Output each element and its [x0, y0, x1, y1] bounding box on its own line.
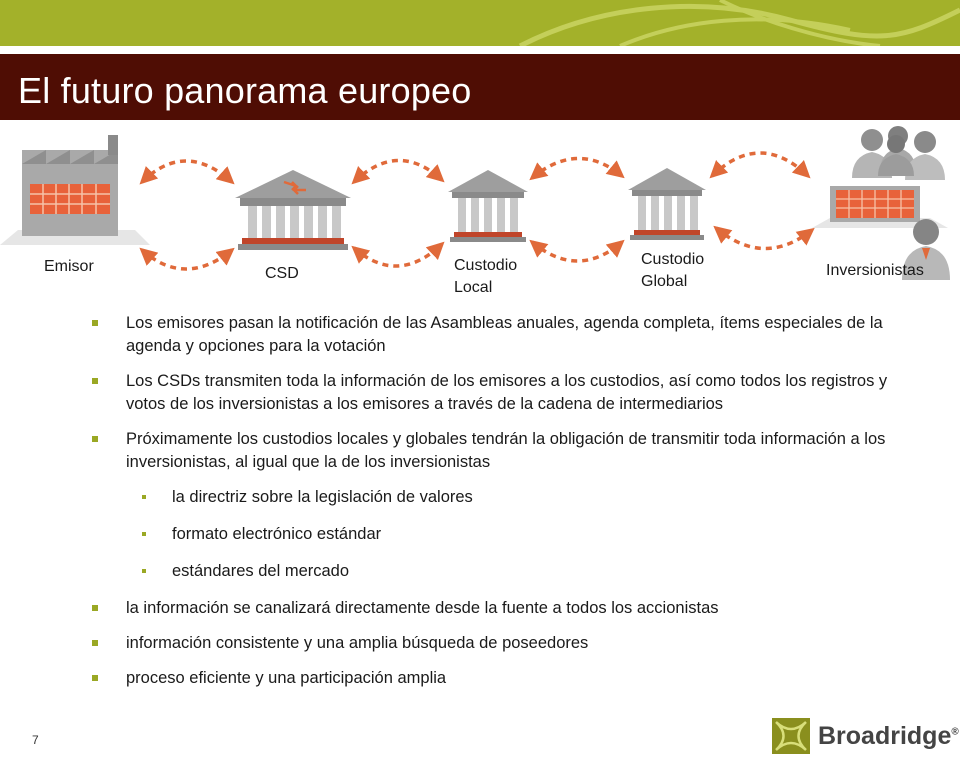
bullet-marker	[92, 675, 98, 681]
csd-building-icon	[235, 170, 351, 250]
header-gap	[0, 46, 960, 54]
arrow-global-investors-top	[712, 153, 808, 176]
label-custodio-global: Custodio Global	[641, 251, 705, 290]
factory-icon	[0, 135, 150, 245]
slide-title: El futuro panorama europeo	[18, 70, 472, 111]
bullet-marker	[142, 495, 146, 499]
label-inversionistas: Inversionistas	[826, 262, 924, 279]
bullet-list	[90, 312, 920, 702]
bullet-marker	[142, 532, 146, 536]
bullet-marker	[92, 436, 98, 442]
bullet-marker	[92, 320, 98, 326]
custodio-global-building-icon	[628, 168, 706, 240]
sub-bullet-item: estándares del mercado	[90, 560, 920, 583]
arrow-global-investors-bottom	[716, 228, 812, 249]
custodio-local-building-icon	[448, 170, 528, 242]
bullet-marker	[92, 640, 98, 646]
label-csd: CSD	[265, 265, 299, 282]
page-number: 7	[32, 733, 39, 747]
arrow-local-global-bottom	[532, 242, 622, 261]
bullet-item: la información se canalizará directamente desde la fuente a todos los accionistas	[90, 597, 920, 620]
flow-diagram	[0, 120, 960, 310]
bullet-item: información consistente y una amplia búsqueda de poseedores	[90, 632, 920, 655]
broadridge-logo-text: Broadridge®	[818, 722, 959, 750]
header-band	[0, 0, 960, 46]
broadridge-logo-icon	[772, 718, 810, 754]
bullet-item: Próximamente los custodios locales y globales tendrán la obligación de transmitir toda información a los inversionistas, al igual que la de los inversionistas	[90, 428, 920, 474]
bullet-marker	[92, 378, 98, 384]
arrow-emisor-csd-top	[142, 161, 232, 182]
header-decoration	[0, 0, 960, 46]
label-custodio-local: Custodio Local	[454, 257, 518, 296]
arrow-local-global-top	[532, 158, 622, 178]
bullet-marker	[92, 605, 98, 611]
arrow-csd-local-bottom	[354, 244, 442, 266]
sub-bullet-item: formato electrónico estándar	[90, 523, 920, 546]
arrow-emisor-csd-bottom	[142, 250, 232, 269]
sub-bullet-item: la directriz sobre la legislación de valores	[90, 486, 920, 509]
broadridge-logo	[772, 716, 959, 756]
people-group-icon	[852, 126, 945, 180]
arrow-csd-local-top	[354, 160, 442, 182]
investors-icon	[812, 126, 950, 280]
bullet-item: Los emisores pasan la notificación de las Asambleas anuales, agenda completa, ítems especiales de la agenda y opciones para la votación	[90, 312, 920, 358]
bullet-item: Los CSDs transmiten toda la información de los emisores a los custodios, así como todos los registros y votos de los inversionistas a los emisores a través de la cadena de intermediarios	[90, 370, 920, 416]
bullet-item: proceso eficiente y una participación amplia	[90, 667, 920, 690]
bullet-marker	[142, 569, 146, 573]
label-emisor: Emisor	[44, 258, 94, 275]
